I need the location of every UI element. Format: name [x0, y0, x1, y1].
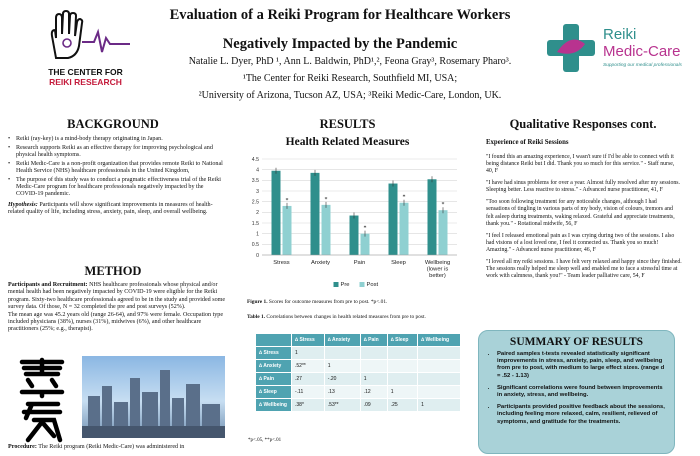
table-cell: .09: [360, 399, 387, 412]
table-cell: ∆ Sleep: [256, 386, 292, 399]
center-reiki-research-logo: [38, 10, 133, 85]
method-heading: METHOD: [84, 264, 142, 278]
y-tick-label: 3: [256, 188, 259, 195]
table-cell: 1: [324, 360, 360, 373]
cross-logo-icon: [545, 22, 597, 74]
table-cell: ∆ Stress: [256, 347, 292, 360]
figure-label: Figure 1.: [247, 299, 268, 305]
y-tick-label: 2: [256, 210, 259, 217]
table-cell: .52**: [292, 360, 325, 373]
hypothesis-text: Participants will show significant improvements in measures of health-related quality of life, including stress, anxiety, pain, sleep, and overall wellbeing.: [8, 201, 213, 216]
logo-tagline: Supporting our medical professionals: [603, 63, 682, 68]
table-cell: .38*: [292, 399, 325, 412]
x-tick-label: (lower is: [426, 266, 449, 273]
results-heading: RESULTS: [319, 117, 376, 131]
table-cell: .27: [292, 373, 325, 386]
procedure-paragraph: [8, 444, 226, 451]
table-cell: [418, 373, 461, 386]
y-tick-label: 1: [256, 231, 259, 238]
quote-list: [486, 154, 682, 285]
bar-post: [283, 206, 292, 255]
figure-caption-text: Scores for outcome measures from pre to post. *p<.01.: [267, 299, 388, 305]
reiki-medic-care-logo: [545, 22, 695, 82]
logo-text-line1: THE CENTER FOR: [48, 67, 123, 77]
skyline-photo: [82, 356, 225, 438]
table-cell: 1: [360, 373, 387, 386]
title-line-2: Negatively Impacted by the Pandemic: [222, 36, 458, 52]
quote-item: "I loved all my reiki sessions. I have felt very relaxed and happy since they finished. The sessions really helped me sleep well and enabled me to face a stressful time at work with calmness, thank you!" - Team leader palliative care, 54, F: [486, 258, 682, 280]
table-cell: [387, 373, 417, 386]
bar-post: [361, 234, 370, 255]
bar-pre: [389, 184, 398, 255]
figure-caption: [247, 299, 462, 306]
bar-post: [439, 210, 448, 255]
significance-mark: *: [402, 194, 406, 201]
table-cell: ∆ Wellbeing: [256, 399, 292, 412]
bar-pre: [311, 173, 320, 255]
table-header-cell: [256, 334, 292, 347]
hand-logo-icon: [38, 10, 133, 60]
y-tick-label: 4.5: [251, 156, 259, 163]
poster-title: [150, 6, 530, 54]
bar-pre: [350, 216, 359, 255]
table-cell: [418, 386, 461, 399]
table-cell: 1: [387, 386, 417, 399]
health-measures-chart: [238, 155, 463, 295]
significance-mark: *: [441, 202, 445, 209]
table-cell: 1: [292, 347, 325, 360]
table-cell: ∆ Anxiety: [256, 360, 292, 373]
logo-name-line1: Reiki: [603, 26, 637, 43]
table-header-cell: ∆ Stress: [292, 334, 325, 347]
y-tick-label: 0.5: [251, 242, 259, 249]
participants-text: NHS healthcare professionals whose physical and/or mental health had been negatively impacted by COVID-19 were eligible for the Reiki program. Sixty-two healthcare professionals agreed to be in the study and provided some survey data. Of those, N = 32 completed the pre and post surveys (52%).: [8, 282, 226, 311]
participants-label: Participants and Recruitment:: [8, 282, 88, 288]
method-paragraph-1: [8, 282, 226, 312]
hypothesis: [8, 202, 226, 217]
table-row: [256, 399, 461, 412]
quote-item: "Too soon following treatment for any noticeable changes, although I had sensations of tingling in various parts of my body, vision of colours, tremors and felt asleep during treatments, waking relaxed. Grateful and appreciate treatments, thank you." - Rotational midwife, 56, F: [486, 199, 675, 227]
background-bullet: • Reiki Medic-Care is a non-profit organization that provides remote Reiki to National Health Service (NHS) healthcare professionals in the United Kingdom,: [8, 161, 226, 176]
table-header-cell: ∆ Pain: [360, 334, 387, 347]
legend-label: Post: [366, 282, 379, 288]
table-cell: [387, 360, 417, 373]
background-bullet: • Research supports Reiki as an effective therapy for improving psychological and physical health symptoms.: [8, 145, 226, 160]
table-cell: -.11: [292, 386, 325, 399]
table-cell: [360, 360, 387, 373]
background-bullet: • Reiki (ray-key) is a mind-body therapy originating in Japan.: [8, 136, 226, 143]
legend-swatch: [334, 282, 339, 287]
table-caption-text: Correlations between changes in health related measures from pre to post.: [265, 314, 426, 320]
bar-pre: [272, 171, 281, 255]
affiliation-1: ¹The Center for Reiki Research, Southfield MI, USA;: [242, 73, 458, 84]
quote-item: "I feel I released emotional pain as I was crying during two of the sessions. I also had visions of a lost loved one, I feel it connected us. Thank you so much! Amazing." - Advanced nurse practitioner, 46, F: [486, 232, 675, 254]
x-tick-label: Wellbeing: [424, 260, 451, 266]
quote-item: "I found this an amazing experience, I wasn't sure if I'd be able to connect with it being distance Reiki but I did. Thank you so much for this service." - Staff nurse, 40, F: [486, 154, 675, 175]
background-heading: BACKGROUND: [67, 117, 159, 131]
qualitative-subheading: Experience of Reiki Sessions: [486, 139, 569, 146]
y-tick-label: 1.5: [251, 220, 259, 227]
x-tick-label: Pain: [353, 260, 366, 266]
legend-label: Pre: [340, 282, 350, 288]
hypothesis-label: Hypothesis:: [8, 201, 38, 208]
bar-post: [322, 205, 331, 255]
table-cell: ∆ Pain: [256, 373, 292, 386]
table-row: [256, 373, 461, 386]
y-tick-label: 0: [256, 252, 259, 259]
summary-box: [478, 330, 675, 454]
x-tick-label: Sleep: [391, 260, 406, 266]
logo-text-line2: REIKI RESEARCH: [49, 77, 122, 87]
qualitative-heading: Qualitative Responses cont.: [509, 117, 657, 131]
method-paragraph-2: The mean age was 45.2 years old (range 26-64), and 97% were female. Occupation type included physicians (38%), nurses (31%), midwives (6%), and other healthcare practitioners (25%; e.g., therapist).: [8, 311, 224, 333]
table-cell: [418, 347, 461, 360]
logo-name-line2: Medic-Care: [603, 43, 681, 60]
background-bullet: • The purpose of this study was to conduct a pragmatic effectiveness trial of the Reiki Medic-Care program for healthcare professionals negatively impacted by the COVID-19 pandemic.: [8, 177, 226, 199]
summary-bullet: • Paired samples t-tests revealed statistically significant improvements in stress, anxiety, pain, sleep, and wellbeing from pre to post, with medium to large effect sizes. (range d = .52 - 1.13): [497, 351, 668, 380]
background-section: [8, 136, 226, 217]
procedure-text: The Reiki program (Reiki Medic-Care) was administered in: [36, 444, 185, 450]
table-label: Table 1.: [247, 314, 266, 320]
table-cell: [360, 347, 387, 360]
y-tick-label: 2.5: [251, 199, 259, 206]
kanji-reiki-icon: [14, 356, 70, 444]
table-cell: .25: [387, 399, 417, 412]
table-cell: [324, 347, 360, 360]
method-section: [8, 282, 226, 334]
y-tick-label: 4: [256, 167, 259, 174]
table-header-cell: ∆ Wellbeing: [418, 334, 461, 347]
title-line-1: Evaluation of a Reiki Program for Healthcare Workers: [169, 7, 511, 23]
table-cell: [387, 347, 417, 360]
table-cell: 1: [418, 399, 461, 412]
table-row: [256, 347, 461, 360]
y-tick-label: 3.5: [251, 178, 259, 185]
summary-bullet: • Participants provided positive feedback about the sessions, including feeling more relaxed, calm, resilient, relieved of symptoms, and gratitude for the treatments.: [497, 404, 668, 426]
legend-swatch: [360, 282, 365, 287]
authors: Natalie L. Dyer, PhD ¹, Ann L. Baldwin, PhD¹,², Feona Gray³, Rosemary Pharo³.: [188, 56, 512, 67]
summary-bullet: • Significant correlations were found between improvements in anxiety, stress, and wellbeing.: [497, 385, 668, 399]
affiliation-2: ²University of Arizona, Tucson AZ, USA; ³Reiki Medic-Care, London, UK.: [198, 90, 502, 101]
table-header-cell: ∆ Sleep: [387, 334, 417, 347]
quote-item: "I have had sinus problems for over a year. Almost fully resolved after my sessions. Sleeping better. Less reactive to stress." - Advanced nurse practitioner, 41, F: [486, 180, 680, 194]
significance-mark: *: [324, 196, 328, 203]
table-caption: [247, 314, 462, 321]
correlation-table: [255, 333, 461, 412]
chart-title: Health Related Measures: [285, 136, 410, 148]
table-cell: [418, 360, 461, 373]
table-row: [256, 386, 461, 399]
table-cell: .13: [324, 386, 360, 399]
significance-mark: *: [285, 197, 289, 204]
author-block: [150, 53, 550, 104]
x-tick-label: Stress: [273, 260, 290, 266]
summary-heading: SUMMARY OF RESULTS: [509, 336, 644, 348]
table-note: *p<.05, **p<.01: [248, 438, 282, 443]
table-header-cell: ∆ Anxiety: [324, 334, 360, 347]
table-cell: .12: [360, 386, 387, 399]
significance-mark: *: [363, 225, 367, 232]
x-tick-label: Anxiety: [310, 260, 331, 266]
table-cell: .53**: [324, 399, 360, 412]
table-cell: -.20: [324, 373, 360, 386]
procedure-label: Procedure:: [8, 444, 37, 450]
bar-pre: [428, 179, 437, 255]
bar-post: [400, 203, 409, 255]
table-row: [256, 360, 461, 373]
x-tick-label: better): [429, 273, 446, 279]
